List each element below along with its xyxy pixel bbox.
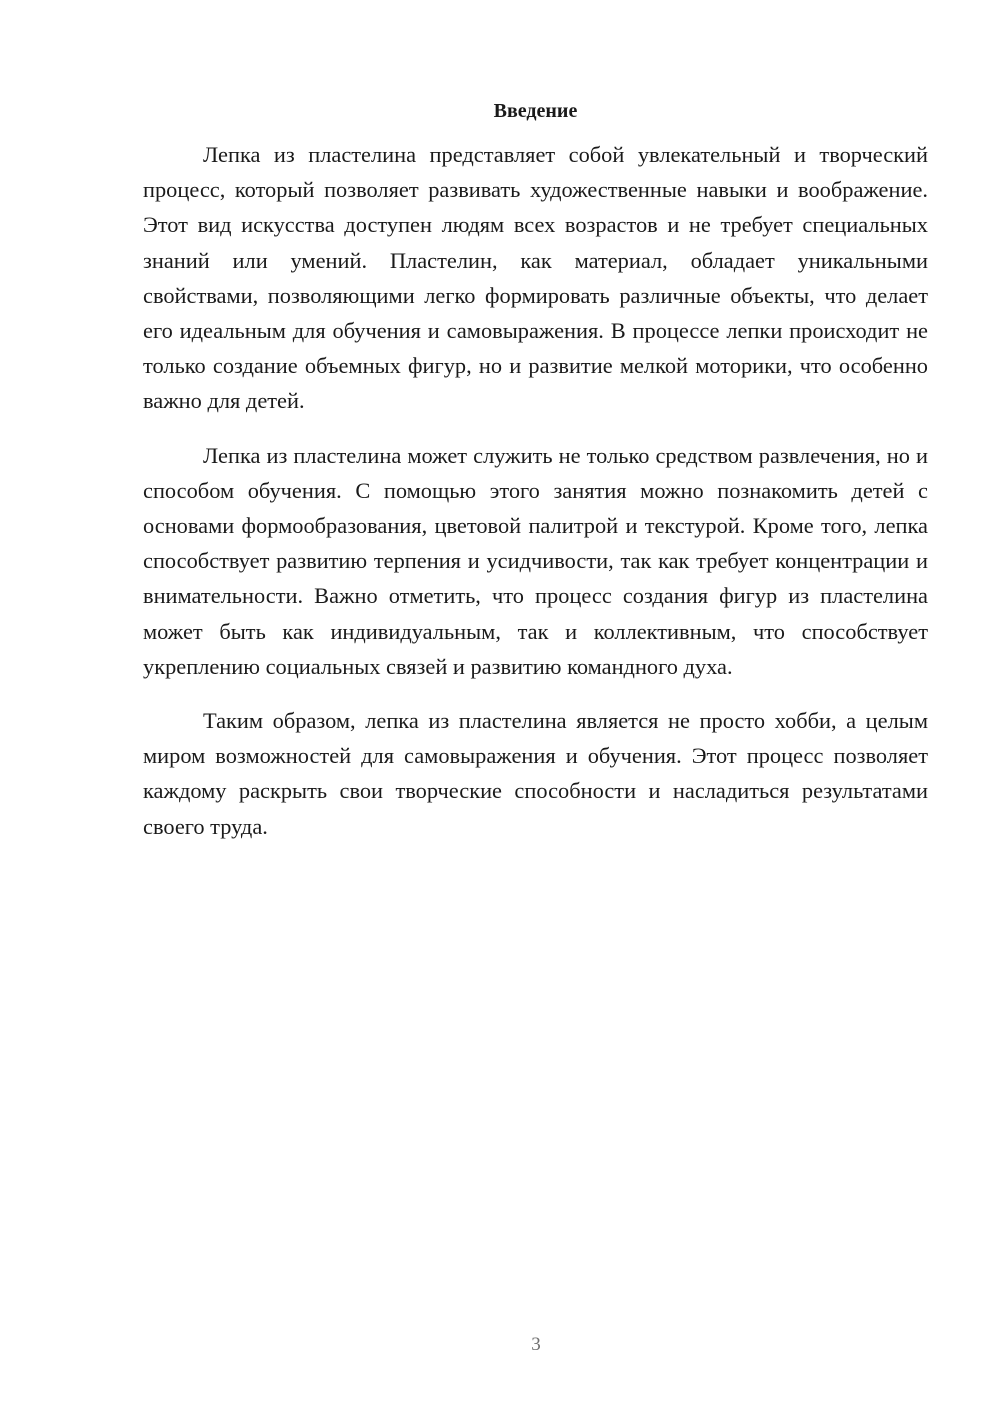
page-content [143, 94, 928, 844]
paragraph-2: Лепка из пластелина может служить не только средством развлечения, но и способом обучения. С помощью этого занятия можно познакомить детей с основами формообразования, цветовой палитрой и текстурой. Кроме того, лепка способствует развитию терпения и усидчивости, так как требует концентрации и внимательности. Важно отметить, что процесс создания фигур из пластелина может быть как индивидуальным, так и коллективным, что способствует укреплению социальных связей и развитию командного духа. [143, 442, 928, 679]
page-number: 3 [531, 1334, 541, 1355]
paragraph-1: Лепка из пластелина представляет собой увлекательный и творческий процесс, который позволяет развивать художественные навыки и воображение. Этот вид искусства доступен людям всех возрастов и не требует специальных знаний или умений. Пластелин, как материал, обладает уникальными свойствами, позволяющими легко формировать различные объекты, что делает его идеальным для обучения и самовыражения. В процессе лепки происходит не только создание объемных фигур, но и развитие мелкой моторики, что особенно важно для детей. [143, 142, 928, 414]
paragraph-3: Таким образом, лепка из пластелина является не просто хобби, а целым миром возможностей для самовыражения и обучения. Этот процесс позволяет каждому раскрыть свои творческие способности и насладиться результатами своего труда. [143, 708, 928, 839]
section-title: Введение [493, 100, 578, 122]
